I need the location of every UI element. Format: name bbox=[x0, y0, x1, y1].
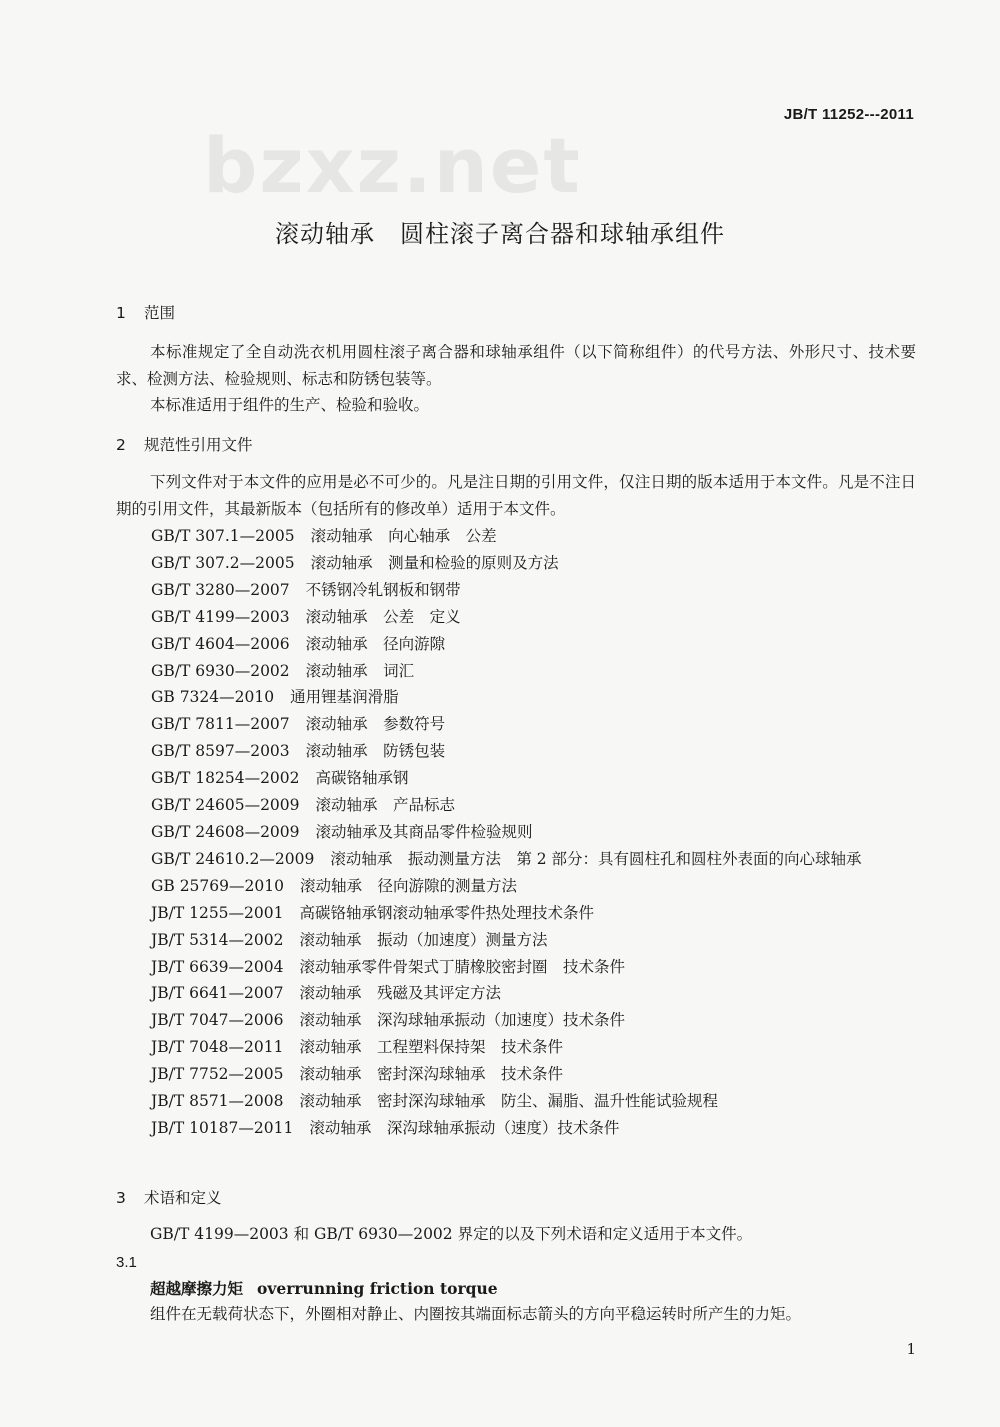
section-title: 术语和定义 bbox=[144, 1189, 222, 1207]
section-title: 范围 bbox=[144, 304, 176, 322]
section-1-paragraph: 本标准适用于组件的生产、检验和验收。 bbox=[150, 396, 430, 414]
reference-title: 滚动轴承 深沟球轴承振动（速度）技术条件 bbox=[309, 1118, 620, 1137]
reference-code: JB/T 6641—2007 bbox=[151, 984, 284, 1003]
reference-code: GB/T 3280—2007 bbox=[151, 580, 290, 599]
reference-title: 滚动轴承 词汇 bbox=[305, 661, 415, 680]
reference-code: GB/T 4199—2003 bbox=[151, 607, 290, 626]
reference-item bbox=[116, 550, 916, 577]
reference-title: 滚动轴承 径向游隙的测量方法 bbox=[299, 876, 517, 895]
reference-code: GB/T 6930—2002 bbox=[151, 661, 290, 680]
term-english: overrunning friction torque bbox=[257, 1279, 498, 1298]
reference-code: GB/T 24610.2—2009 bbox=[151, 849, 315, 868]
reference-item bbox=[116, 900, 916, 927]
section-number: 1 bbox=[116, 304, 126, 322]
reference-item bbox=[116, 846, 916, 873]
reference-item bbox=[116, 604, 916, 631]
reference-code: JB/T 8571—2008 bbox=[151, 1092, 284, 1111]
reference-item bbox=[116, 1007, 916, 1034]
reference-code: GB/T 24608—2009 bbox=[151, 822, 300, 841]
reference-code: JB/T 7048—2011 bbox=[151, 1038, 284, 1057]
reference-title: 滚动轴承 工程塑料保持架 技术条件 bbox=[299, 1038, 563, 1057]
section-number: 3 bbox=[116, 1189, 126, 1207]
reference-item bbox=[116, 954, 916, 981]
reference-title: 通用锂基润滑脂 bbox=[290, 688, 399, 707]
reference-title: 滚动轴承 公差 定义 bbox=[305, 607, 461, 626]
reference-code: GB 7324—2010 bbox=[151, 688, 275, 707]
reference-title: 滚动轴承及其商品零件检验规则 bbox=[315, 822, 533, 841]
section-3-heading bbox=[116, 1186, 222, 1208]
reference-code: GB/T 18254—2002 bbox=[151, 769, 300, 788]
reference-title: 滚动轴承 密封深沟球轴承 技术条件 bbox=[299, 1065, 563, 1084]
section-title: 规范性引用文件 bbox=[144, 436, 253, 454]
section-1-paragraph: 本标准规定了全自动洗衣机用圆柱滚子离合器和球轴承组件（以下简称组件）的代号方法、外形尺寸、技术要求、检测方法、检验规则、标志和防锈包装等。 bbox=[116, 343, 916, 388]
reference-list bbox=[116, 523, 916, 1142]
reference-code: JB/T 10187—2011 bbox=[151, 1118, 294, 1137]
reference-title: 滚动轴承 密封深沟球轴承 防尘、漏脂、温升性能试验规程 bbox=[299, 1092, 718, 1111]
term-entry bbox=[150, 1277, 498, 1299]
reference-item bbox=[116, 711, 916, 738]
reference-code: GB/T 7811—2007 bbox=[151, 715, 290, 734]
reference-item bbox=[116, 1061, 916, 1088]
reference-title: 滚动轴承 产品标志 bbox=[315, 796, 456, 815]
reference-item bbox=[116, 738, 916, 765]
reference-item bbox=[116, 1034, 916, 1061]
reference-code: JB/T 6639—2004 bbox=[151, 957, 284, 976]
reference-title: 滚动轴承 残磁及其评定方法 bbox=[299, 984, 501, 1003]
section-3-intro: GB/T 4199—2003 和 GB/T 6930—2002 界定的以及下列术语和定义适用于本文件。 bbox=[150, 1225, 753, 1243]
standard-number: JB/T 11252---2011 bbox=[783, 106, 914, 123]
reference-title: 高碳铬轴承钢滚动轴承零件热处理技术条件 bbox=[299, 903, 594, 922]
reference-code: GB/T 307.1—2005 bbox=[151, 527, 295, 545]
reference-title: 高碳铬轴承钢 bbox=[315, 769, 409, 788]
reference-item bbox=[116, 577, 916, 604]
section-number: 2 bbox=[116, 436, 126, 454]
section-2-intro: 下列文件对于本文件的应用是必不可少的。凡是注日期的引用文件，仅注日期的版本适用于本文件。凡是不注日期的引用文件，其最新版本（包括所有的修改单）适用于本文件。 bbox=[116, 473, 916, 518]
reference-code: GB/T 24605—2009 bbox=[151, 796, 300, 815]
page-number: 1 bbox=[906, 1340, 916, 1358]
reference-code: JB/T 7752—2005 bbox=[151, 1065, 284, 1084]
reference-title: 滚动轴承 振动（加速度）测量方法 bbox=[299, 930, 548, 949]
watermark: bzxz.net bbox=[203, 121, 582, 210]
reference-item bbox=[116, 658, 916, 685]
reference-item bbox=[116, 927, 916, 954]
reference-title: 滚动轴承 测量和检验的原则及方法 bbox=[310, 553, 559, 572]
reference-title: 不锈钢冷轧钢板和钢带 bbox=[305, 580, 461, 599]
term-definition: 组件在无载荷状态下，外圈相对静止、内圈按其端面标志箭头的方向平稳运转时所产生的力矩。 bbox=[150, 1305, 802, 1323]
reference-item bbox=[116, 1088, 916, 1115]
reference-title: 滚动轴承 振动测量方法 第 2 部分：具有圆柱孔和圆柱外表面的向心球轴承 bbox=[330, 849, 862, 868]
reference-item bbox=[116, 1115, 916, 1142]
section-2-heading bbox=[116, 433, 253, 455]
reference-title: 滚动轴承 向心轴承 公差 bbox=[310, 527, 497, 545]
reference-title: 滚动轴承零件骨架式丁腈橡胶密封圈 技术条件 bbox=[299, 957, 625, 976]
reference-item bbox=[116, 819, 916, 846]
reference-code: JB/T 1255—2001 bbox=[151, 903, 284, 922]
clause-number: 3.1 bbox=[116, 1254, 137, 1271]
reference-item bbox=[116, 980, 916, 1007]
reference-item bbox=[116, 792, 916, 819]
reference-item bbox=[116, 765, 916, 792]
reference-code: GB/T 4604—2006 bbox=[151, 634, 290, 653]
reference-code: GB/T 307.2—2005 bbox=[151, 553, 295, 572]
term-chinese: 超越摩擦力矩 bbox=[150, 1280, 244, 1298]
reference-title: 滚动轴承 参数符号 bbox=[305, 715, 446, 734]
reference-item bbox=[116, 631, 916, 658]
reference-title: 滚动轴承 防锈包装 bbox=[305, 742, 446, 761]
reference-code: JB/T 5314—2002 bbox=[151, 930, 284, 949]
reference-code: GB/T 8597—2003 bbox=[151, 742, 290, 761]
reference-code: GB 25769—2010 bbox=[151, 876, 284, 895]
reference-item bbox=[116, 873, 916, 900]
reference-title: 滚动轴承 径向游隙 bbox=[305, 634, 446, 653]
document-title: 滚动轴承 圆柱滚子离合器和球轴承组件 bbox=[275, 220, 725, 248]
reference-item bbox=[116, 523, 916, 550]
reference-code: JB/T 7047—2006 bbox=[151, 1011, 284, 1030]
reference-title: 滚动轴承 深沟球轴承振动（加速度）技术条件 bbox=[299, 1011, 625, 1030]
reference-item bbox=[116, 684, 916, 711]
section-1-heading bbox=[116, 301, 175, 323]
